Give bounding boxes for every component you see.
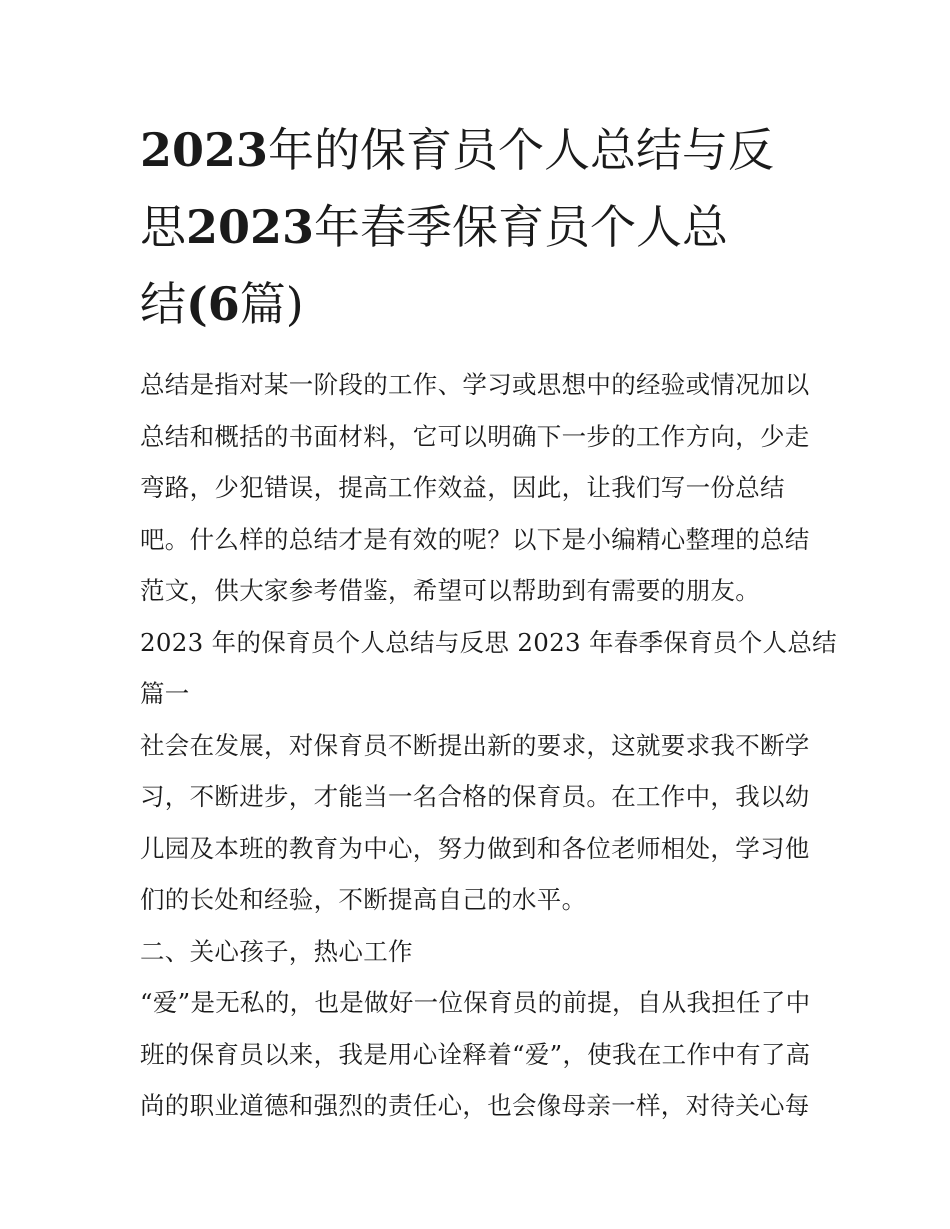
intro-paragraph: [140, 359, 815, 617]
title-line-3: 结(6篇): [140, 277, 304, 331]
document-title: [140, 112, 815, 343]
paragraph-line: 们的长处和经验，不断提高自己的水平。: [140, 885, 587, 914]
heading-line: 二、关心孩子，热心工作: [140, 936, 413, 966]
paragraph-line: 社会在发展，对保育员不断提出新的要求，这就要求我不断学: [140, 730, 810, 760]
paragraph-line: 尚的职业道德和强烈的责任心，也会像母亲一样，对待关心每: [140, 1091, 810, 1120]
section-subtitle: [140, 617, 837, 720]
intro-line: 总结和概括的书面材料，它可以明确下一步的工作方向，少走: [140, 421, 810, 451]
section-heading-2: [140, 926, 815, 978]
paragraph-line: 儿园及本班的教育为中心，努力做到和各位老师相处，学习他: [140, 833, 810, 863]
body-paragraph-2: [140, 977, 815, 1132]
paragraph-line: “爱”是无私的，也是做好一位保育员的前提，自从我担任了中: [140, 988, 811, 1017]
intro-line: 总结是指对某一阶段的工作、学习或思想中的经验或情况加以: [140, 370, 810, 399]
document-content: [140, 112, 837, 1132]
intro-line: 吧。什么样的总结才是有效的呢？以下是小编精心整理的总结: [140, 524, 810, 554]
intro-line: 范文，供大家参考借鉴，希望可以帮助到有需要的朋友。: [140, 576, 760, 605]
body-paragraph-1: [140, 720, 815, 926]
subtitle-line: 2023 年的保育员个人总结与反思 2023 年春季保育员个人总结: [140, 627, 837, 657]
title-line-1: 2023年的保育员个人总结与反: [140, 123, 775, 177]
title-line-2: 思2023年春季保育员个人总: [140, 200, 729, 254]
paragraph-line: 班的保育员以来，我是用心诠释着“爱”，使我在工作中有了高: [140, 1039, 811, 1069]
subtitle-line: 篇一: [140, 679, 190, 708]
intro-line: 弯路，少犯错误，提高工作效益，因此，让我们写一份总结: [140, 473, 785, 502]
paragraph-line: 习，不断进步，才能当一名合格的保育员。在工作中，我以幼: [140, 782, 810, 811]
